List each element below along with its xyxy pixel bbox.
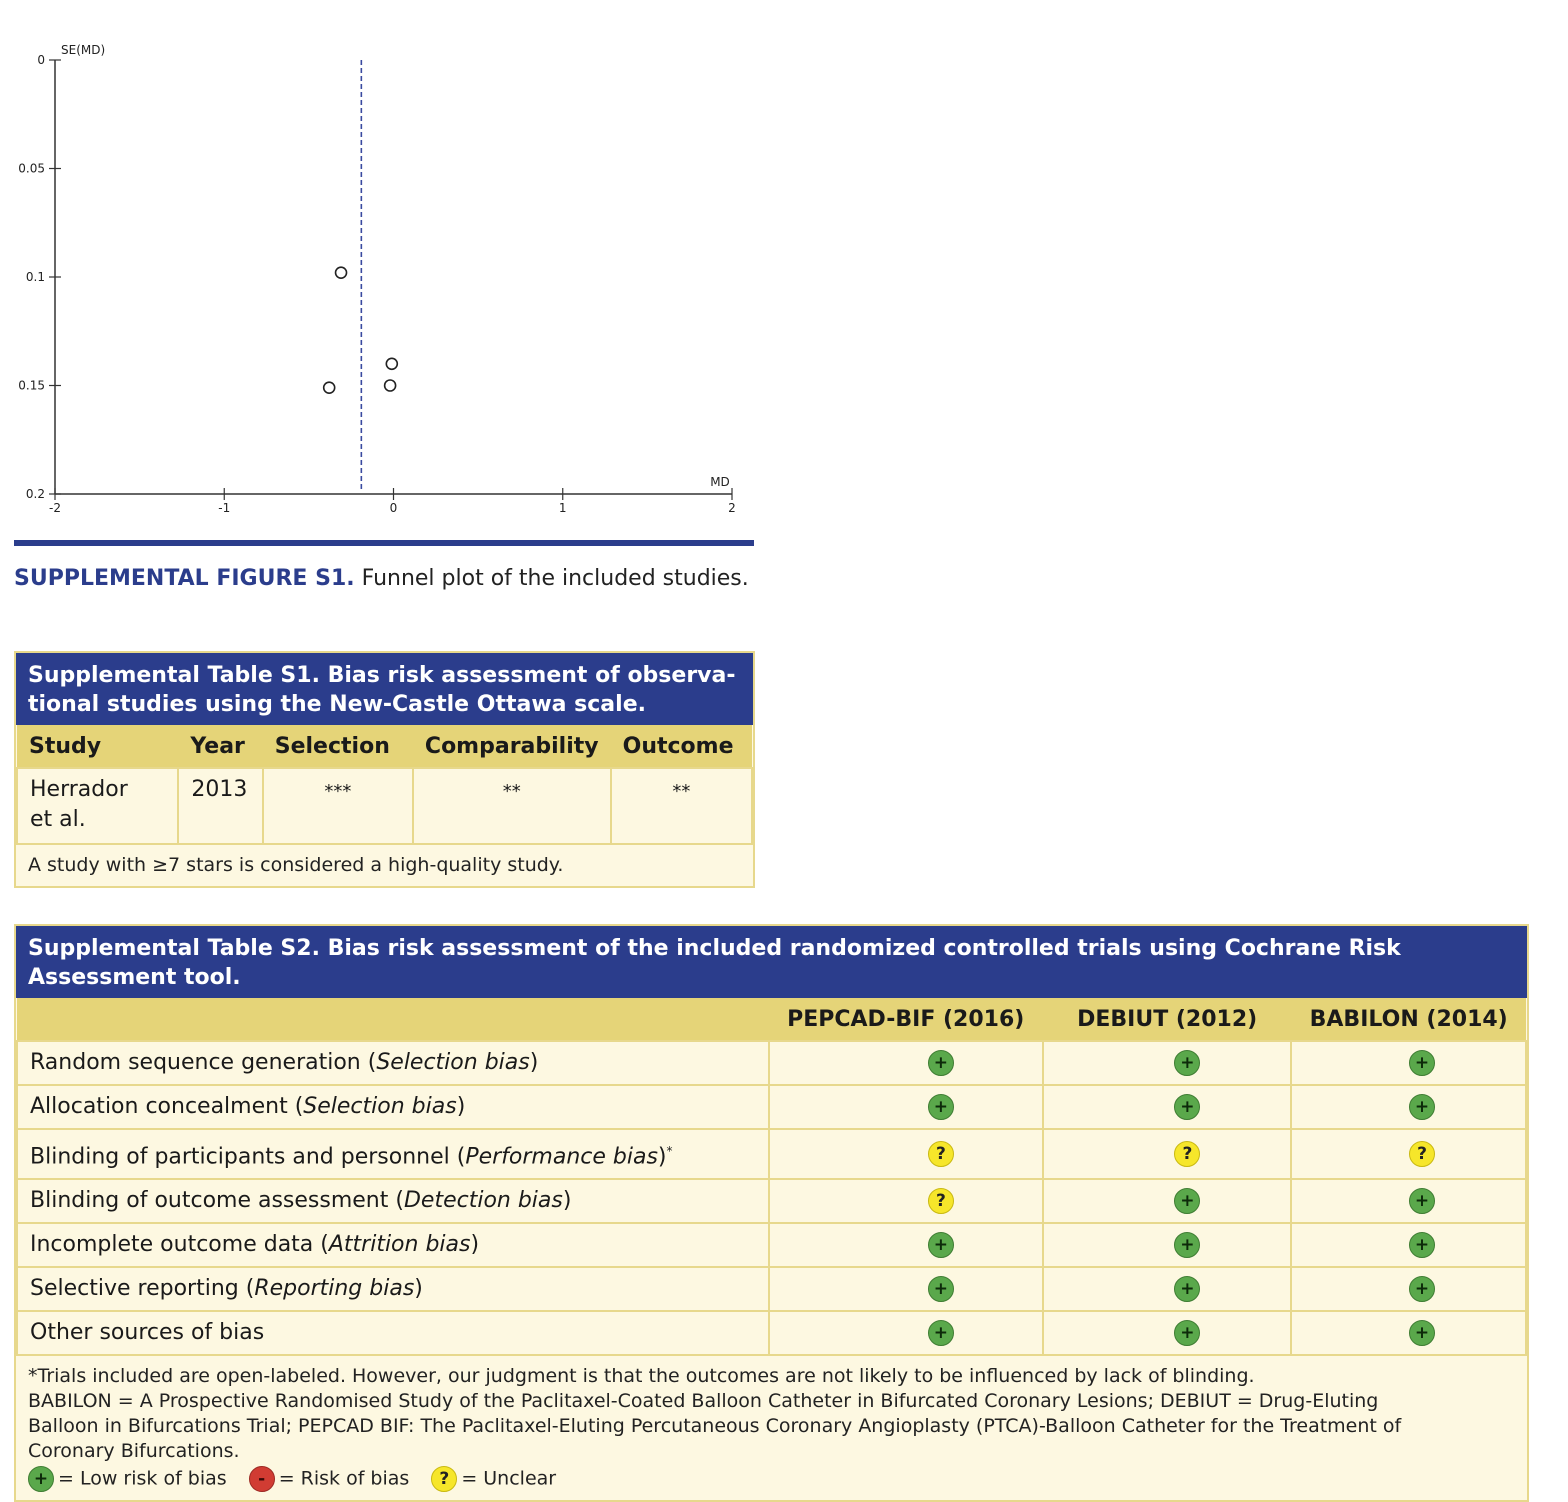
column-header-debiut: DEBIUT (2012) xyxy=(1043,998,1291,1041)
table-s2-footnote xyxy=(16,1356,1527,1500)
risk-cell xyxy=(1043,1311,1291,1355)
footnote-line: BABILON = A Prospective Randomised Study of the Paclitaxel-Coated Balloon Catheter in Bifurcated Coronary Lesions; DEBIUT = Drug-Eluting xyxy=(28,1390,1379,1413)
risk-cell xyxy=(1043,1267,1291,1311)
table-row xyxy=(17,1085,1526,1129)
table-s1-footnote: A study with ≥7 stars is considered a high-quality study. xyxy=(28,854,564,876)
low-risk-icon: + xyxy=(1174,1232,1200,1258)
footnote-marker: * xyxy=(666,1144,673,1158)
risk-cell xyxy=(1291,1223,1526,1267)
risk-cell xyxy=(1291,1041,1526,1085)
low-risk-icon: + xyxy=(1409,1094,1435,1120)
column-header-pepcad: PEPCAD-BIF (2016) xyxy=(769,998,1043,1041)
high-risk-icon: - xyxy=(249,1466,275,1492)
column-header: Outcome xyxy=(611,725,752,768)
study-name-line2: et al. xyxy=(30,807,86,832)
table-s2-title: Supplemental Table S2. Bias risk assessment of the included randomized controlled trials using Cochrane Risk Assessment tool. xyxy=(16,926,1527,998)
low-risk-icon: + xyxy=(1409,1276,1435,1302)
low-risk-icon: + xyxy=(928,1320,954,1346)
unclear-risk-icon: ? xyxy=(1409,1141,1435,1167)
x-tick-label: 1 xyxy=(558,501,567,515)
x-tick-label: 0 xyxy=(389,501,398,515)
comparability-stars: ** xyxy=(413,768,611,844)
table-row xyxy=(17,1311,1526,1355)
risk-cell xyxy=(769,1223,1043,1267)
unclear-risk-icon: ? xyxy=(1174,1141,1200,1167)
low-risk-icon: + xyxy=(1409,1188,1435,1214)
x-tick-label: -2 xyxy=(49,501,61,515)
table-s1-header-row xyxy=(17,725,752,768)
risk-legend xyxy=(28,1466,1515,1492)
bias-type: Reporting bias xyxy=(254,1276,415,1302)
table-s1-grid xyxy=(16,725,753,845)
bias-domain-cell xyxy=(17,1311,769,1355)
bias-domain-cell xyxy=(17,1267,769,1311)
bias-type-close: ) xyxy=(456,1094,466,1119)
risk-cell xyxy=(769,1179,1043,1223)
risk-cell xyxy=(1291,1085,1526,1129)
x-tick-label: -1 xyxy=(218,501,231,515)
low-risk-icon: + xyxy=(1174,1094,1200,1120)
bias-type: Attrition bias xyxy=(328,1232,471,1258)
table-s2-body xyxy=(17,1041,1526,1355)
table-row xyxy=(17,1041,1526,1085)
table-s1-title-line2: tional studies using the New-Castle Ottawa scale. xyxy=(28,692,646,717)
table-row xyxy=(17,1129,1526,1179)
bias-type-close: ) xyxy=(414,1276,423,1302)
figure-caption-text: Funnel plot of the included studies. xyxy=(354,566,749,591)
table-s2-grid xyxy=(16,998,1527,1356)
bias-type: Selection bias xyxy=(303,1094,457,1119)
risk-cell xyxy=(1043,1129,1291,1179)
table-row xyxy=(17,1267,1526,1311)
risk-cell xyxy=(769,1085,1043,1129)
bias-type-close: ) xyxy=(529,1050,539,1075)
legend-label: = Risk of bias xyxy=(278,1467,410,1490)
table-row xyxy=(17,1223,1526,1267)
bias-domain-label: Random sequence generation ( xyxy=(30,1050,377,1075)
table-s1 xyxy=(14,651,755,888)
risk-cell xyxy=(1291,1311,1526,1355)
bias-domain-label: Blinding of outcome assessment ( xyxy=(30,1188,404,1214)
bias-domain-label: Blinding of participants and personnel ( xyxy=(30,1144,466,1170)
figure-divider xyxy=(14,540,754,546)
y-axis-label: SE(MD) xyxy=(61,43,106,57)
low-risk-icon: + xyxy=(1174,1188,1200,1214)
column-header: Comparability xyxy=(413,725,611,768)
low-risk-icon: + xyxy=(928,1094,954,1120)
bias-type-close: ) xyxy=(657,1144,667,1170)
bias-type: Detection bias xyxy=(403,1188,563,1214)
figure-caption xyxy=(14,566,749,591)
column-header: Study xyxy=(17,725,178,768)
risk-cell xyxy=(769,1041,1043,1085)
low-risk-icon: + xyxy=(1409,1050,1435,1076)
low-risk-icon: + xyxy=(1174,1050,1200,1076)
table-row xyxy=(17,1179,1526,1223)
column-header-babilon: BABILON (2014) xyxy=(1291,998,1526,1041)
bias-domain-label: Allocation concealment ( xyxy=(30,1094,304,1119)
bias-domain-label: Incomplete outcome data ( xyxy=(30,1232,329,1258)
study-cell xyxy=(17,768,178,844)
study-point xyxy=(336,267,347,278)
risk-cell xyxy=(769,1129,1043,1179)
bias-domain-cell xyxy=(17,1223,769,1267)
funnel-plot xyxy=(0,30,760,530)
risk-cell xyxy=(1291,1129,1526,1179)
table-s1-title xyxy=(16,653,753,725)
table-s2 xyxy=(14,924,1529,1502)
x-tick-label: 2 xyxy=(728,501,736,515)
bias-domain-cell xyxy=(17,1179,769,1223)
low-risk-icon: + xyxy=(928,1050,954,1076)
y-tick-label: 0.15 xyxy=(18,378,45,393)
bias-type-close: ) xyxy=(470,1232,480,1258)
low-risk-icon: + xyxy=(928,1232,954,1258)
risk-cell xyxy=(1291,1267,1526,1311)
unclear-risk-icon: ? xyxy=(928,1141,954,1167)
table-s2-header-row xyxy=(17,998,1526,1041)
low-risk-icon: + xyxy=(928,1276,954,1302)
table-row xyxy=(17,768,752,844)
figure-caption-label: SUPPLEMENTAL FIGURE S1. xyxy=(14,566,355,591)
y-tick-label: 0.2 xyxy=(25,487,45,501)
risk-cell xyxy=(1043,1085,1291,1129)
x-axis-label: MD xyxy=(710,475,730,489)
footnote-line: *Trials included are open-labeled. However, our judgment is that the outcomes are not likely to be influenced by lack of blinding. xyxy=(28,1365,1255,1388)
bias-domain-cell xyxy=(17,1129,769,1179)
outcome-stars: ** xyxy=(611,768,752,844)
study-point xyxy=(386,358,397,369)
legend-label: = Low risk of bias xyxy=(58,1467,227,1490)
study-name-line1: Herrador xyxy=(30,777,128,802)
low-risk-icon: + xyxy=(1409,1232,1435,1258)
legend-item xyxy=(249,1466,410,1492)
bias-type: Selection bias xyxy=(376,1050,530,1075)
y-tick-label: 0 xyxy=(37,53,45,67)
bias-domain-label: Other sources of bias xyxy=(30,1320,265,1346)
risk-cell xyxy=(1043,1223,1291,1267)
study-point xyxy=(324,382,335,393)
legend-item xyxy=(28,1466,227,1492)
bias-domain-label: Selective reporting ( xyxy=(30,1276,255,1302)
column-header: Selection xyxy=(263,725,413,768)
low-risk-icon: + xyxy=(28,1466,54,1492)
low-risk-icon: + xyxy=(1174,1276,1200,1302)
bias-type: Performance bias xyxy=(465,1144,658,1170)
y-tick-label: 0.05 xyxy=(18,161,45,176)
legend-item xyxy=(431,1466,556,1492)
low-risk-icon: + xyxy=(1409,1320,1435,1346)
risk-cell xyxy=(1043,1041,1291,1085)
bias-type-close: ) xyxy=(562,1188,572,1214)
bias-domain-cell xyxy=(17,1041,769,1085)
footnote-line: Balloon in Bifurcations Trial; PEPCAD BIF: The Paclitaxel-Eluting Percutaneous Coronary Angioplasty (PTCA)-Balloon Catheter for the Treatment of xyxy=(28,1415,1402,1438)
study-point xyxy=(385,380,396,391)
risk-cell xyxy=(1043,1179,1291,1223)
table-s1-title-line1: Supplemental Table S1. Bias risk assessment of observa- xyxy=(28,663,736,688)
bias-domain-cell xyxy=(17,1085,769,1129)
risk-cell xyxy=(769,1311,1043,1355)
unclear-risk-icon: ? xyxy=(928,1188,954,1214)
footnote-line: Coronary Bifurcations. xyxy=(28,1440,240,1463)
risk-cell xyxy=(1291,1179,1526,1223)
column-header xyxy=(17,998,769,1041)
column-header: Year xyxy=(178,725,262,768)
legend-label: = Unclear xyxy=(461,1467,557,1490)
selection-stars: *** xyxy=(263,768,413,844)
unclear-risk-icon: ? xyxy=(431,1466,457,1492)
low-risk-icon: + xyxy=(1174,1320,1200,1346)
risk-cell xyxy=(769,1267,1043,1311)
y-tick-label: 0.1 xyxy=(25,270,45,284)
year-cell: 2013 xyxy=(178,768,262,844)
